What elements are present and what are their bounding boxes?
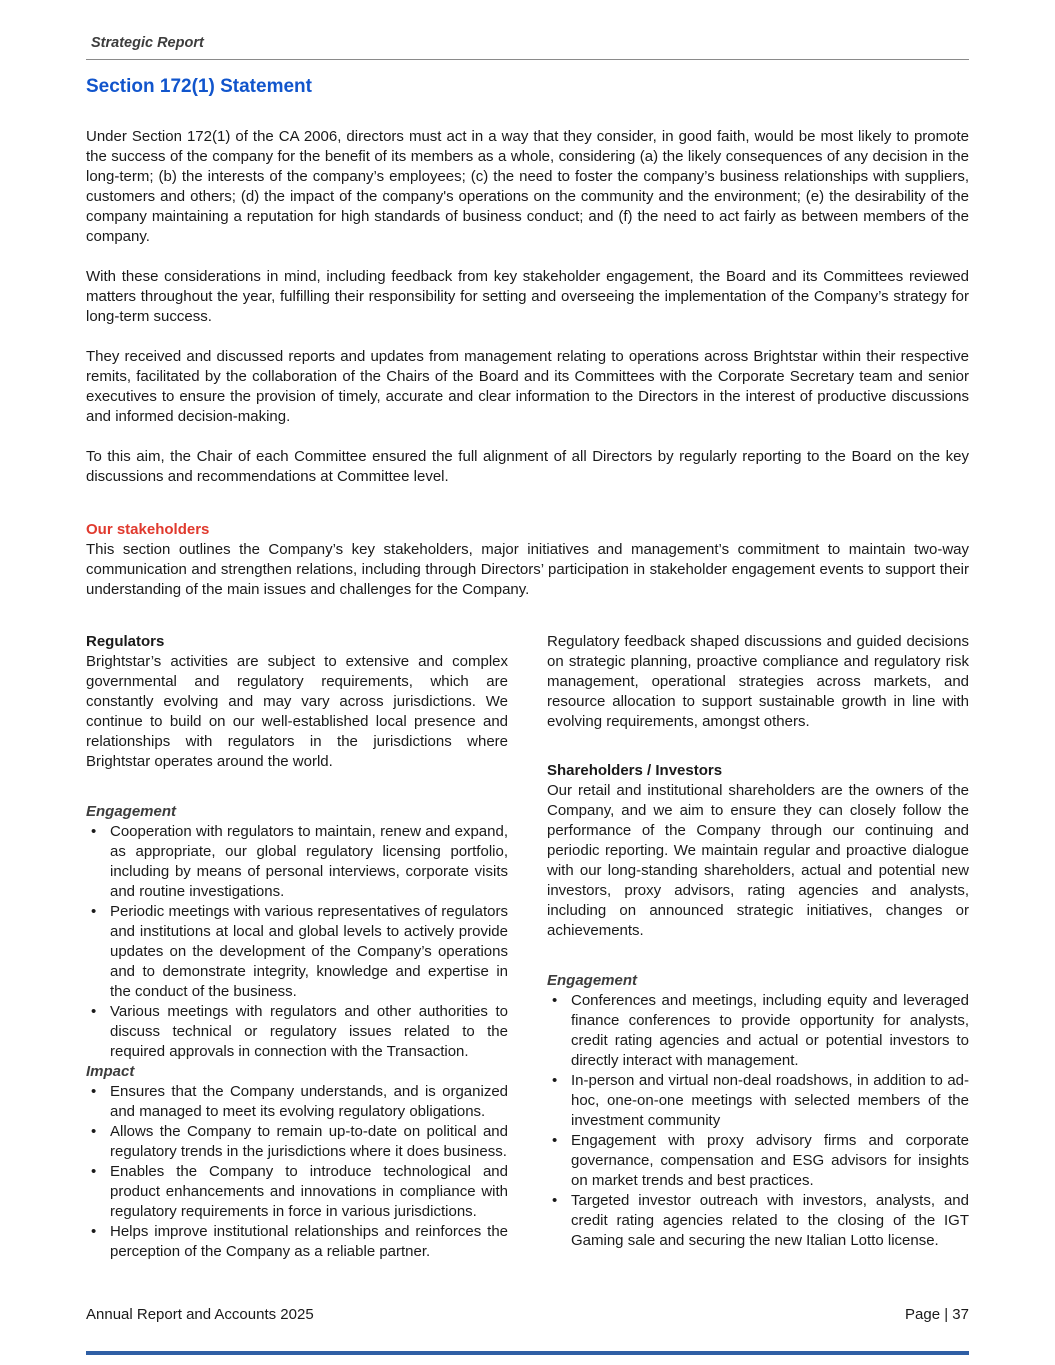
regulators-engagement-heading: Engagement bbox=[86, 803, 177, 820]
list-item: • Targeted investor outreach with investors, analysts, and credit rating agencies related to the closing of the IGT Gaming sale and securing the new Italian Lotto license. bbox=[547, 1191, 969, 1251]
our-stakeholders-paragraph: This section outlines the Company’s key stakeholders, major initiatives and management’s commitment to maintain two-way communication and strengthen relations, including through Directors’ participation in stakeholder engagement events to support their understanding of the main issues and challenges for the Company. bbox=[86, 541, 969, 598]
regulators-impact-summary-paragraph: Regulatory feedback shaped discussions and guided decisions on strategic planning, proactive compliance and regulatory risk management, operational strategies across markets, and resource allocation to support sustainable growth in line with evolving requirements, amongst others. bbox=[547, 633, 969, 730]
intro-paragraph-2: With these considerations in mind, including feedback from key stakeholder engagement, the Board and its Committees reviewed matters throughout the year, fulfilling their responsibility for setting and overseeing the implementation of the Company’s strategy for long-term success. bbox=[86, 268, 969, 325]
list-item: • Allows the Company to remain up-to-date on political and regulatory trends in the jurisdictions where it does business. bbox=[86, 1122, 508, 1162]
two-column-section bbox=[86, 632, 969, 1262]
list-item: • Various meetings with regulators and other authorities to discuss technical or regulatory issues related to the required approvals in connection with the Transaction. bbox=[86, 1002, 508, 1062]
shareholders-engagement-heading: Engagement bbox=[547, 972, 638, 989]
our-stakeholders-section bbox=[86, 520, 969, 600]
list-item: • Periodic meetings with various representatives of regulators and institutions at local and global levels to actively provide updates on the development of the Company’s operations and to demonstrate integrity, knowledge and expertise in the conduct of the business. bbox=[86, 902, 508, 1002]
intro-paragraph-4: To this aim, the Chair of each Committee ensured the full alignment of all Directors by regularly reporting to the Board on the key discussions and recommendations at Committee level. bbox=[86, 448, 969, 485]
page-title: Section 172(1) Statement bbox=[86, 76, 312, 97]
our-stakeholders-heading: Our stakeholders bbox=[86, 521, 210, 538]
list-item: • Engagement with proxy advisory firms and corporate governance, compensation and ESG advisors for insights on market trends and best practices. bbox=[547, 1131, 969, 1191]
running-header-label: Strategic Report bbox=[91, 35, 204, 51]
footer-accent-bar bbox=[86, 1351, 969, 1355]
regulators-paragraph: Brightstar’s activities are subject to extensive and complex governmental and regulatory requirements, which are constantly evolving and may vary across jurisdictions. We continue to build on our well-established local presence and relationships with regulators in the jurisdictions where Brightstar operates around the world. bbox=[86, 653, 508, 770]
regulators-engagement-list bbox=[86, 822, 508, 1062]
header-divider bbox=[86, 59, 969, 60]
regulators-heading: Regulators bbox=[86, 633, 165, 650]
regulators-impact-heading: Impact bbox=[86, 1063, 135, 1080]
section-172-intro bbox=[86, 127, 969, 487]
intro-paragraph-1: Under Section 172(1) of the CA 2006, directors must act in a way that they consider, in good faith, would be most likely to promote the success of the company for the benefit of its members as a whole, considering (a) the likely consequences of any decision in the long-term; (b) the interests of the company’s employees; (c) the need to foster the company’s business relationships with suppliers, customers and others; (d) the impact of the company's operations on the community and the environment; (e) the desirability of the company maintaining a reputation for high standards of business conduct; and (f) the need to act fairly as between members of the company. bbox=[86, 128, 969, 245]
left-column bbox=[86, 632, 508, 1262]
list-item: • Ensures that the Company understands, and is organized and managed to meet its evolving regulatory obligations. bbox=[86, 1082, 508, 1122]
right-column bbox=[547, 632, 969, 1262]
list-item: • Cooperation with regulators to maintain, renew and expand, as appropriate, our global regulatory licensing portfolio, including by means of personal interviews, corporate visits and routine investigations. bbox=[86, 822, 508, 902]
list-item: • Enables the Company to introduce technological and product enhancements and innovations in compliance with regulatory requirements in force in various jurisdictions. bbox=[86, 1162, 508, 1222]
shareholders-paragraph: Our retail and institutional shareholders are the owners of the Company, and we aim to ensure they can closely follow the performance of the Company through our continuing and periodic reporting. We maintain regular and proactive dialogue with our long-standing shareholders, actual and potential new investors, proxy advisors, rating agencies and analysts, including on announced strategic initiatives, changes or achievements. bbox=[547, 782, 969, 939]
footer-report-title: Annual Report and Accounts 2025 bbox=[86, 1306, 314, 1323]
footer-page-number: Page | 37 bbox=[905, 1306, 969, 1323]
regulators-impact-list bbox=[86, 1082, 508, 1262]
list-item: • Helps improve institutional relationships and reinforces the perception of the Company as a reliable partner. bbox=[86, 1222, 508, 1262]
shareholders-heading: Shareholders / Investors bbox=[547, 762, 723, 779]
list-item: • In-person and virtual non-deal roadshows, in addition to ad-hoc, one-on-one meetings with selected members of the investment community bbox=[547, 1071, 969, 1131]
page-header bbox=[86, 34, 969, 98]
list-item: • Conferences and meetings, including equity and leveraged finance conferences to provide opportunity for analysts, credit rating agencies and actual or potential investors to directly interact with management. bbox=[547, 991, 969, 1071]
intro-paragraph-3: They received and discussed reports and updates from management relating to operations across Brightstar within their respective remits, facilitated by the collaboration of the Chairs of the Board and its Committees with the Corporate Secretary team and senior executives to ensure the provision of timely, accurate and clear information to the Directors in the interest of productive discussions and informed decision-making. bbox=[86, 348, 969, 425]
shareholders-engagement-list bbox=[547, 991, 969, 1251]
page-footer bbox=[86, 1305, 969, 1325]
